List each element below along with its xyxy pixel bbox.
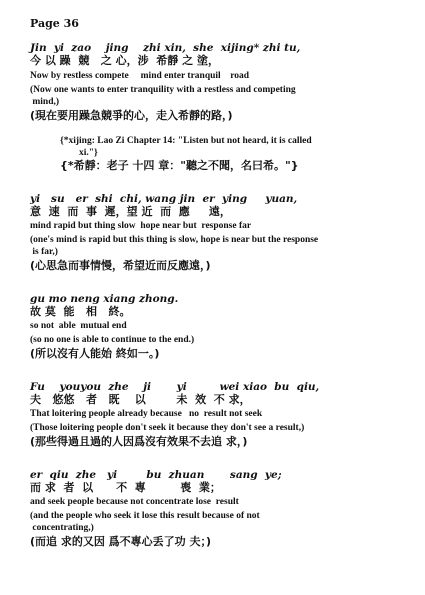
english-line: is far,)	[30, 247, 58, 257]
note-line: {*xijing: Lao Zi Chapter 14: "Listen but not heard, it is called	[60, 136, 312, 146]
english-line: That loitering people already because no result not seek	[30, 409, 263, 419]
chinese-line: (所以沒有人能始 終如一。)	[30, 347, 160, 360]
english-line: so not able mutual end	[30, 321, 127, 331]
chinese-line: (心思急而事情慢，希望近而反應遠，)	[30, 259, 211, 272]
pinyin-line: Fu youyou zhe ji yi wei xiao bu qiu,	[30, 381, 320, 393]
english-line: mind rapid but thing slow hope near but response far	[30, 221, 252, 231]
chinese-line: 夫 悠悠 者 既 以 未 效 不 求，	[30, 393, 251, 406]
english-line: (and the people who seek it lose this result because of not	[30, 511, 260, 521]
pinyin-line: gu mo neng xiang zhong.	[30, 293, 179, 305]
chinese-line: 而 求 者 以 不 專 喪 業；	[30, 481, 221, 494]
pinyin-line: er qiu zhe yi bu zhuan sang ye;	[30, 469, 282, 481]
english-line: (one's mind is rapid but this thing is slow, hope is near but the response	[30, 235, 319, 245]
note-line: xi."}	[60, 148, 98, 158]
english-line: (Now one wants to enter tranquility with a restless and competing	[30, 85, 296, 95]
english-line: Now by restless compete mind enter tranquil road	[30, 71, 250, 81]
english-line: and seek people because not concentrate lose result	[30, 497, 239, 507]
chinese-line: (而追 求的又因 爲不專心丢了功 夫；)	[30, 535, 212, 548]
chinese-line: 意 速 而 事 遲，望 近 而 應 遠，	[30, 205, 231, 218]
pinyin-line: yi su er shi chi, wang jin er ying yuan,	[30, 193, 298, 205]
pinyin-line: Jin yi zao jing zhi xin, she xijing* zhi tu,	[30, 42, 301, 54]
chinese-line: {*希靜：老子 十四 章："聽之不聞，名曰希。"}	[60, 159, 299, 172]
english-line: (Those loitering people don't seek it because they don't see a result,)	[30, 423, 305, 433]
chinese-line: (現在要用躁急競爭的心，走入希靜的路，)	[30, 109, 233, 122]
chinese-line: 故 莫 能 相 終。	[30, 305, 131, 318]
chinese-line: 今 以 躁 競 之 心，涉 希靜 之 塗，	[30, 54, 219, 67]
english-line: concentrating,)	[30, 523, 94, 533]
chinese-line: (那些得過且過的人因爲沒有效果不去追 求，)	[30, 435, 248, 448]
page-number: Page 36	[30, 17, 79, 30]
english-line: mind,)	[30, 97, 60, 107]
english-line: (so no one is able to continue to the end.)	[30, 335, 195, 345]
